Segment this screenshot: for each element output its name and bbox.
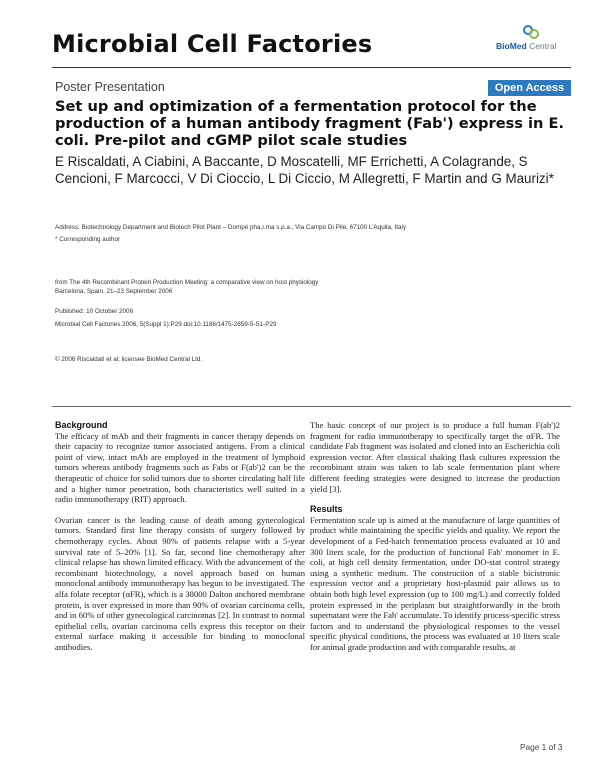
open-access-badge: Open Access bbox=[488, 80, 571, 96]
address-block bbox=[55, 222, 575, 246]
journal-title: Microbial Cell Factories bbox=[52, 30, 373, 58]
section-label: Poster Presentation bbox=[55, 80, 165, 94]
results-paragraph: Fermentation scale up is aimed at the manufacture of large quantities of product while maintaining the specific yields and quality. We report the development of a Fed-batch fermentation process evaluated at 10 and 300 liters scale, for the production of functional Fab' monomer in E. coli, at high cell density fermentation, under DO-stat control strategy using a synthetic medium. The construction of a stable bicistronic expression vector and a proprietary host-plasmid pair allows us to obtain both high level expression (up to 100 mg/L) and correctly folded protein expressed in the periplasm but straightforwardly in the broth supernatant were the Fab' accumulate. To identify process-specific stress factors and to understand the physiological responses to the vessel specific physical conditions, the process was evaluated at 10 liters scale for animal grade production and with comparable results, at bbox=[310, 514, 560, 652]
background-paragraph-2: Ovarian cancer is the leading cause of death among gynecological tumors. Standard first line therapy consists of surgery followed by chemotherapy cycles. About 90% of patients relapse with a 5-year survival rate of 5–20% [1]. So far, second line chemotherapy after clinical relapse has shown limited efficacy. With the advancement of the recombinant biotechnology, a novel approach based on human monoclonal antibody immunotherapy has begun to be investigated. The alfa folate receptor (αFR), which is a 38000 Dalton anchored membrane protein, is over expressed in more than 90% of ovarian carcinoma cells, and in 60% of other gynecological carcinomas [2]. In contrast to normal epithelial cells, ovarian carcinoma cells express this receptor on their external surface making it accessible for binding to monoclonal antibodies. bbox=[55, 514, 305, 652]
background-paragraph-1: The efficacy of mAb and their fragments in cancer therapy depends on their capacity to recognize tumor associated antigens. From a clinical point of view, intact mAb are employed in the treatment of lymphoid tumors whereas antibody fragments such as Fabs or F(ab')2 can be the therapeutic of choice for solid tumors due to shorter circulating half life and a higher tumor penetration, both characteristics well suited in a radio immunotherapy (RIT) approach. bbox=[55, 430, 305, 505]
biomed-logo-icon bbox=[522, 24, 540, 40]
results-heading: Results bbox=[310, 504, 343, 515]
biomed-logo-text: BioMed Central bbox=[496, 41, 557, 51]
citation-doi[interactable]: Microbial Cell Factories 2006, 5(Suppl 1):P29 doi:10.1186/1475-2859-5-S1-P29 bbox=[55, 321, 277, 328]
body-rule bbox=[52, 406, 571, 407]
author-list: E Riscaldati, A Ciabini, A Baccante, D Moscatelli, MF Errichetti, A Colagrande, S Cencioni, F Marcocci, V Di Cioccio, L Di Ciccio, M Allegretti, F Martin and G Maurizi* bbox=[55, 154, 554, 186]
corresponding-author: * Corresponding author bbox=[55, 236, 121, 243]
copyright: © 2006 Riscaldati et al; licensee BioMed Central Ltd. bbox=[55, 356, 203, 363]
affiliation: Address: Biotechnology Department and Biotech Pilot Plant – Dompé pha.r.ma s.p.a., Via Campo Di Pile, 67100 L'Aquila, Italy bbox=[55, 224, 407, 231]
article-title: Set up and optimization of a fermentation protocol for the production of a human antibody fragment (Fab') express in E. coli. Pre-pilot and cGMP pilot scale studies bbox=[55, 98, 565, 149]
conference-line1: from The 4th Recombinant Protein Production Meeting: a comparative view on host physiology bbox=[55, 279, 319, 286]
left-column bbox=[55, 420, 305, 652]
background-heading: Background bbox=[55, 420, 108, 430]
page-number: Page 1 of 3 bbox=[520, 742, 563, 752]
conference-line2: Barcelona, Spain. 21–23 September 2006 bbox=[55, 288, 173, 295]
conference-info bbox=[55, 278, 318, 296]
header-rule bbox=[52, 67, 571, 68]
project-paragraph: The basic concept of our project is to produce a full human F(ab')2 fragment for radio immunotherapy to specifically target the αFR. The candidate Fab fragment was isolated and cloned into an Escherichia coli expression vector. After classical shaking flask cultures expression the recombinant strain was taken to lab scale fermentation plant where different feeding strategies were designed to increase the production yield [3]. bbox=[310, 420, 560, 494]
published-date: Published: 10 October 2006 bbox=[55, 308, 134, 315]
right-column bbox=[310, 420, 560, 652]
biomed-central-logo[interactable] bbox=[496, 24, 566, 54]
